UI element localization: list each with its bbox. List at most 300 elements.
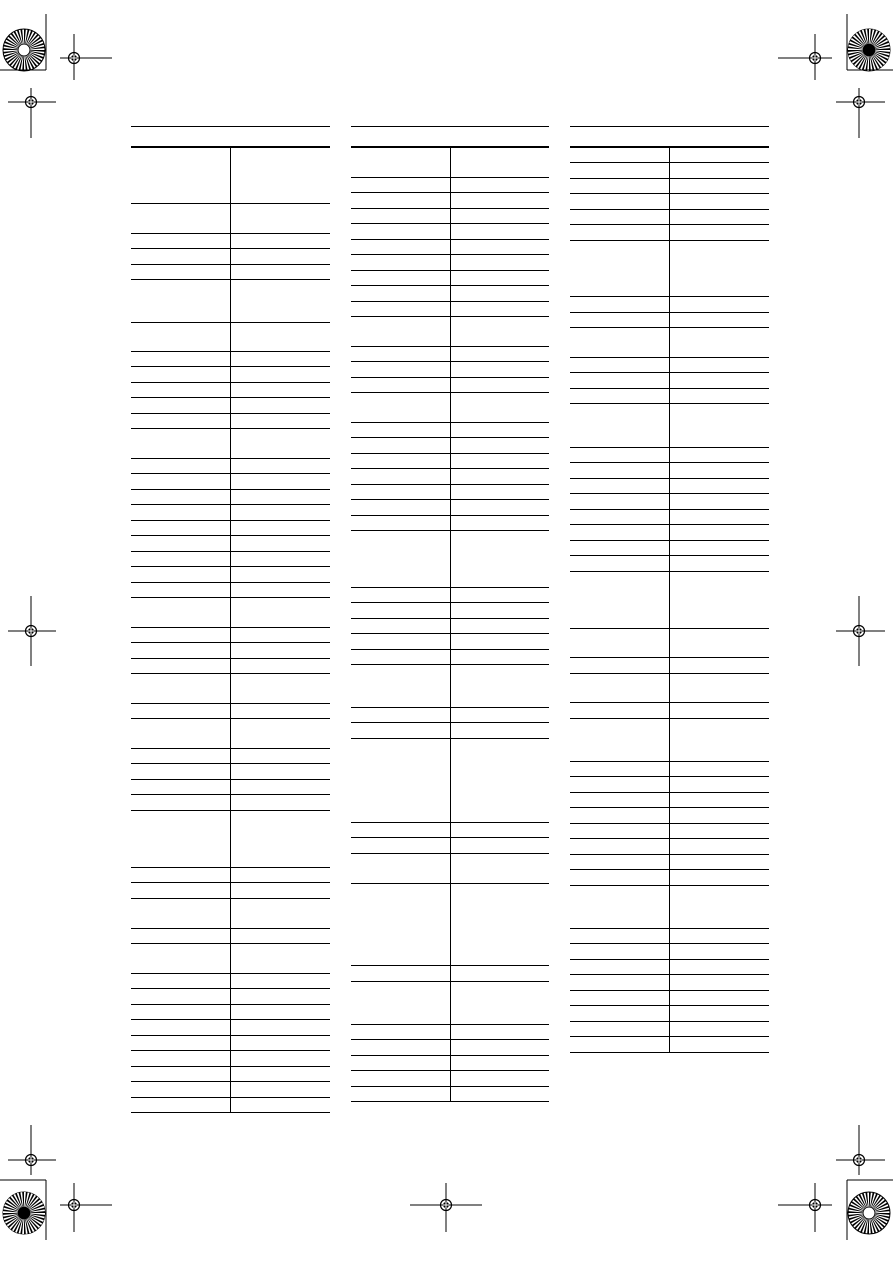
table-cell-value <box>451 665 549 707</box>
table-cell-name <box>570 960 670 974</box>
crosshair-registration-icon <box>803 1193 827 1217</box>
table-row <box>570 975 769 991</box>
table-cell-name <box>570 674 670 702</box>
table-cell-name <box>570 824 670 838</box>
table-cell-value <box>232 628 331 642</box>
table-cell-value <box>671 762 770 776</box>
table-row <box>351 531 549 588</box>
table-cell-name <box>131 505 231 520</box>
table-cell-name <box>131 659 231 673</box>
table-row <box>131 1005 330 1020</box>
starburst-color-wheel-icon <box>848 29 890 71</box>
table-cell-value <box>451 362 549 377</box>
table-row <box>131 944 330 974</box>
table-cell-name <box>131 265 231 279</box>
table-row <box>351 516 549 531</box>
table-row <box>131 234 330 249</box>
table-cell-value <box>671 210 770 224</box>
table-row <box>131 811 330 868</box>
table-cell-value <box>451 378 549 392</box>
table-cell-value <box>451 423 549 437</box>
table-cell-name <box>131 148 231 203</box>
table-cell-name <box>351 619 451 633</box>
table-cell-name <box>131 811 231 867</box>
table-cell-name <box>570 944 670 959</box>
table-cell-name <box>131 352 231 366</box>
table-cell-name <box>131 474 231 489</box>
table-row <box>351 485 549 500</box>
table-row <box>351 317 549 347</box>
table-cell-name <box>570 479 670 493</box>
table-cell-name <box>351 193 451 208</box>
table-cell-value <box>671 719 770 761</box>
table-cell-name <box>570 703 670 718</box>
table-cell-value <box>671 328 770 357</box>
table-row <box>351 854 549 884</box>
table-row <box>131 249 330 265</box>
table-cell-name <box>131 598 231 627</box>
table-cell-value <box>232 148 331 203</box>
table-cell-name <box>570 975 670 990</box>
table-row <box>570 463 769 479</box>
table-cell-value <box>451 255 549 270</box>
table-cell-name <box>131 719 231 748</box>
table-row <box>351 650 549 665</box>
table-cell-value <box>451 302 549 316</box>
table-cell-name <box>351 884 451 965</box>
table-cell-value <box>671 855 770 869</box>
table-row <box>570 328 769 358</box>
table-cell-name <box>570 808 670 823</box>
table-cell-value <box>232 234 331 248</box>
table-cell-name <box>131 883 231 898</box>
table-row <box>570 225 769 241</box>
table-cell-name <box>351 362 451 377</box>
table-cell-value <box>232 567 331 582</box>
table-cell-name <box>351 634 451 649</box>
table-row <box>351 884 549 966</box>
table-cell-value <box>232 811 331 867</box>
table-cell-value <box>451 723 549 738</box>
table-row <box>131 974 330 989</box>
table-cell-name <box>351 255 451 270</box>
table-row <box>570 404 769 448</box>
table-row <box>131 780 330 795</box>
table-cell-value <box>232 989 331 1004</box>
table-cell-value <box>671 494 770 509</box>
table-cell-name <box>351 485 451 499</box>
table-cell-name <box>131 567 231 582</box>
table-cell-name <box>570 194 670 209</box>
crosshair-registration-icon <box>19 1148 43 1172</box>
table-row <box>351 255 549 271</box>
table-cell-value <box>232 1067 331 1081</box>
table-row <box>351 982 549 1025</box>
table-cell-name <box>131 704 231 718</box>
table-cell-value <box>451 224 549 239</box>
table-cell-name <box>131 323 231 351</box>
table-cell-value <box>451 516 549 530</box>
table-row <box>131 367 330 383</box>
table-cell-name <box>351 271 451 285</box>
table-cell-name <box>131 367 231 382</box>
table-row <box>351 603 549 619</box>
table-row <box>570 886 769 929</box>
table-cell-value <box>671 541 770 555</box>
table-cell-value <box>232 749 331 763</box>
table-cell-value <box>232 521 331 535</box>
table-row <box>131 280 330 323</box>
table-cell-value <box>671 824 770 838</box>
table-row <box>131 521 330 536</box>
table-cell-name <box>351 854 451 883</box>
table-row <box>351 362 549 378</box>
table-row <box>570 824 769 839</box>
table-cell-value <box>671 448 770 462</box>
table-cell-name <box>351 1087 451 1101</box>
table-cell-name <box>351 1025 451 1039</box>
table-cell-name <box>570 163 670 178</box>
table-cell-value <box>671 225 770 240</box>
table-cell-name <box>351 317 451 346</box>
table-cell-value <box>232 552 331 566</box>
table-row <box>131 552 330 567</box>
table-cell-name <box>570 855 670 869</box>
table-cell-value <box>671 1037 770 1052</box>
table-cell-value <box>451 469 549 484</box>
table-cell-name <box>131 1067 231 1081</box>
table-row <box>131 598 330 628</box>
table-cell-value <box>451 1087 549 1101</box>
table-cell-value <box>451 286 549 301</box>
table-cell-value <box>671 975 770 990</box>
table-cell-name <box>570 762 670 776</box>
table-row <box>131 1098 330 1113</box>
table-cell-value <box>671 179 770 193</box>
table-cell-value <box>671 1006 770 1021</box>
table-cell-name <box>131 749 231 763</box>
table-cell-value <box>451 619 549 633</box>
table-cell-name <box>351 1040 451 1055</box>
table-cell-value <box>451 966 549 981</box>
table-cell-name <box>570 793 670 807</box>
table-cell-value <box>451 884 549 965</box>
table-cell-name <box>131 521 231 535</box>
table-cell-value <box>451 438 549 453</box>
table-cell-name <box>570 328 670 357</box>
crosshair-registration-icon <box>847 90 871 114</box>
table-row <box>570 991 769 1006</box>
table-cell-name <box>351 1056 451 1070</box>
table-row <box>351 739 549 823</box>
table-cell-value <box>671 373 770 388</box>
table-row <box>131 1082 330 1098</box>
table-cell-value <box>671 777 770 792</box>
table-cell-name <box>351 240 451 254</box>
table-cell-value <box>671 674 770 702</box>
column-top-rule <box>570 126 769 127</box>
crosshair-registration-icon <box>847 619 871 643</box>
table-cell-value <box>451 838 549 853</box>
column-top-rule <box>131 126 330 127</box>
table-row <box>131 674 330 704</box>
table-cell-value <box>451 1040 549 1055</box>
table-cell-name <box>131 280 231 322</box>
table-cell-value <box>451 148 549 177</box>
table-row <box>131 414 330 429</box>
table-cell-name <box>131 780 231 794</box>
table-cell-name <box>570 510 670 524</box>
table-row <box>131 352 330 367</box>
table-cell-value <box>671 572 770 628</box>
table-cell-value <box>232 674 331 703</box>
table-cell-name <box>351 650 451 664</box>
table-cell-name <box>570 179 670 193</box>
table-row <box>351 634 549 650</box>
table-cell-value <box>451 347 549 361</box>
table-row <box>570 179 769 194</box>
table-cell-value <box>232 249 331 264</box>
table-row <box>131 1051 330 1067</box>
table-cell-name <box>131 552 231 566</box>
table-row <box>131 490 330 505</box>
table-cell-value <box>671 556 770 571</box>
table-cell-value <box>671 944 770 959</box>
table-cell-value <box>671 793 770 807</box>
table-cell-name <box>351 982 451 1024</box>
table-cell-name <box>131 764 231 779</box>
table-cell-value <box>671 313 770 327</box>
table-cell-value <box>232 505 331 520</box>
table-cell-name <box>570 297 670 312</box>
table-row <box>351 302 549 317</box>
table-cell-name <box>131 234 231 248</box>
table-cell-value <box>671 510 770 524</box>
table-cell-name <box>131 674 231 703</box>
table-row <box>570 572 769 629</box>
table-cell-name <box>351 723 451 738</box>
table-row <box>131 1020 330 1036</box>
table-row <box>570 373 769 389</box>
table-cell-value <box>451 603 549 618</box>
table-cell-name <box>131 383 231 397</box>
table-cell-name <box>570 929 670 943</box>
table-cell-value <box>232 383 331 397</box>
table-cell-name <box>570 658 670 673</box>
table-row <box>131 429 330 459</box>
table-cell-value <box>232 598 331 627</box>
table-cell-value <box>451 1071 549 1086</box>
table-row <box>570 839 769 855</box>
table-row <box>351 240 549 255</box>
table-cell-name <box>570 210 670 224</box>
table-row <box>351 823 549 838</box>
table-row <box>351 500 549 516</box>
table-row <box>570 674 769 703</box>
table-row <box>131 795 330 811</box>
table-cell-name <box>570 1022 670 1036</box>
table-row <box>570 960 769 975</box>
table-cell-name <box>131 1020 231 1035</box>
table-cell-value <box>671 629 770 657</box>
table-cell-value <box>232 1005 331 1019</box>
table-cell-value <box>232 704 331 718</box>
table-row <box>131 643 330 659</box>
table-cell-value <box>232 265 331 279</box>
crosshair-registration-icon <box>19 619 43 643</box>
table-row <box>131 323 330 352</box>
table-cell-name <box>570 629 670 657</box>
table-cell-value <box>451 193 549 208</box>
table-cell-value <box>232 1020 331 1035</box>
table-cell-name <box>131 974 231 988</box>
table-cell-name <box>351 438 451 453</box>
table-cell-value <box>671 839 770 854</box>
table-cell-value <box>232 868 331 882</box>
table-cell-name <box>351 148 451 177</box>
table-cell-name <box>351 286 451 301</box>
table-cell-name <box>351 224 451 239</box>
table-row <box>131 505 330 521</box>
table-cell-name <box>131 204 231 233</box>
table-cell-value <box>671 194 770 209</box>
table-cell-name <box>570 572 670 628</box>
table-cell-name <box>570 241 670 296</box>
table-row <box>570 556 769 572</box>
table-cell-value <box>671 148 770 162</box>
table-row <box>351 224 549 240</box>
table-cell-name <box>351 1071 451 1086</box>
table-cell-value <box>232 367 331 382</box>
table-cell-name <box>351 500 451 515</box>
table-cell-name <box>570 991 670 1005</box>
table-cell-name <box>351 393 451 422</box>
table-row <box>351 347 549 362</box>
table-cell-name <box>131 1005 231 1019</box>
table-cell-value <box>451 317 549 346</box>
table-cell-value <box>232 719 331 748</box>
table-cell-value <box>671 991 770 1005</box>
table-row <box>570 479 769 494</box>
table-row <box>570 448 769 463</box>
table-cell-name <box>131 429 231 458</box>
table-cell-name <box>351 531 451 587</box>
table-row <box>131 459 330 474</box>
table-row <box>131 764 330 780</box>
table-cell-value <box>232 899 331 928</box>
table-row <box>351 423 549 438</box>
table-row <box>570 358 769 373</box>
table-row <box>570 1006 769 1022</box>
table-cell-name <box>351 739 451 822</box>
table-cell-value <box>671 960 770 974</box>
table-row <box>570 210 769 225</box>
table-row <box>351 723 549 739</box>
crosshair-registration-icon <box>847 1148 871 1172</box>
table-row <box>351 1040 549 1056</box>
table-cell-name <box>351 588 451 602</box>
table-cell-value <box>671 241 770 296</box>
table-cell-value <box>451 1025 549 1039</box>
table-cell-name <box>351 378 451 392</box>
table-cell-value <box>671 886 770 928</box>
table-cell-name <box>131 628 231 642</box>
table-cell-value <box>232 1036 331 1050</box>
table-cell-name <box>131 643 231 658</box>
table-cell-name <box>351 966 451 981</box>
table-row <box>351 1071 549 1087</box>
table-row <box>351 193 549 209</box>
table-row <box>570 808 769 824</box>
table-cell-value <box>671 297 770 312</box>
table-cell-value <box>232 490 331 504</box>
table-cell-value <box>671 389 770 403</box>
table-cell-value <box>232 974 331 988</box>
table-cell-value <box>232 1082 331 1097</box>
table-row <box>131 1036 330 1051</box>
table-cell-name <box>570 1006 670 1021</box>
table-row <box>131 398 330 414</box>
table-row <box>570 163 769 179</box>
table-cell-name <box>351 302 451 316</box>
table-row <box>131 929 330 944</box>
table-cell-name <box>351 838 451 853</box>
table-row <box>351 148 549 178</box>
table-cell-name <box>570 494 670 509</box>
table-cell-value <box>232 764 331 779</box>
table-cell-value <box>232 429 331 458</box>
table-cell-value <box>232 459 331 473</box>
table-cell-name <box>351 209 451 223</box>
table-cell-value <box>451 854 549 883</box>
table-cell-value <box>451 485 549 499</box>
table-row <box>131 1067 330 1082</box>
column-top-rule <box>351 126 549 127</box>
table-cell-value <box>671 929 770 943</box>
table-cell-value <box>232 643 331 658</box>
table-row <box>131 536 330 552</box>
table-row <box>570 389 769 404</box>
table-cell-name <box>351 423 451 437</box>
starburst-color-wheel-icon <box>848 1192 890 1234</box>
table-row <box>570 241 769 297</box>
crosshair-registration-icon <box>62 46 86 70</box>
table-cell-name <box>570 839 670 854</box>
table-cell-value <box>232 398 331 413</box>
crosshair-registration-icon <box>434 1193 458 1217</box>
table-cell-value <box>232 780 331 794</box>
table-cell-name <box>570 448 670 462</box>
table-row <box>570 494 769 510</box>
starburst-color-wheel-icon <box>3 29 45 71</box>
table-row <box>131 719 330 749</box>
table-cell-name <box>570 463 670 478</box>
table-cell-name <box>570 556 670 571</box>
table-row <box>131 989 330 1005</box>
table-row <box>131 883 330 899</box>
table-cell-name <box>570 389 670 403</box>
table-cell-name <box>131 944 231 973</box>
table-cell-value <box>451 393 549 422</box>
table-cell-value <box>671 163 770 178</box>
table-row <box>351 1056 549 1071</box>
crosshair-registration-icon <box>62 1193 86 1217</box>
table-row <box>351 454 549 469</box>
starburst-color-wheel-icon <box>3 1192 45 1234</box>
table-row <box>131 567 330 583</box>
table-row <box>570 1022 769 1037</box>
table-cell-value <box>451 650 549 664</box>
